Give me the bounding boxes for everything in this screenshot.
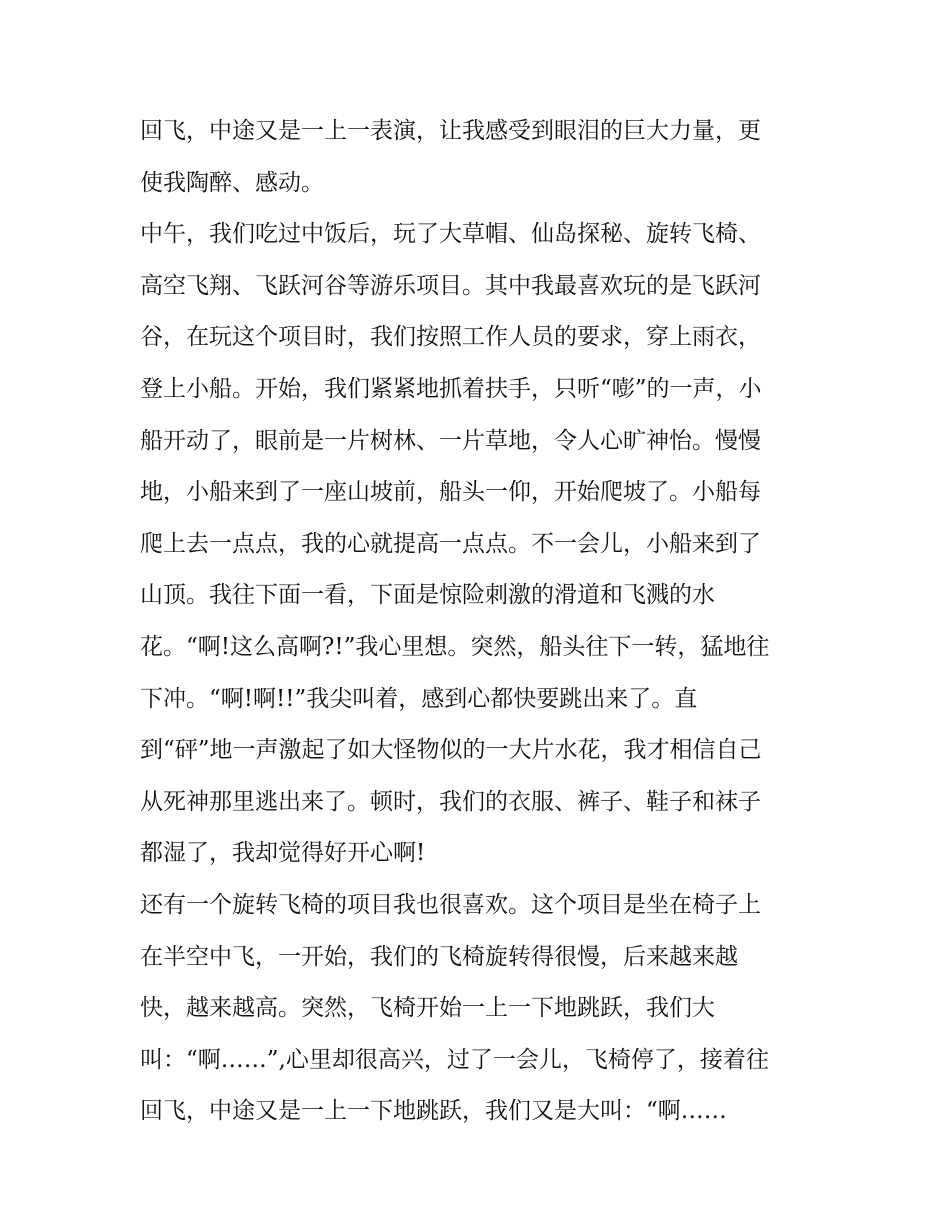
- text-line: 都湿了，我却觉得好开心啊!: [140, 840, 426, 867]
- text-line: 从死神那里逃出来了。顿时，我们的衣服、裤子、鞋子和袜子: [140, 788, 761, 815]
- text-line: 花。“啊!这么高啊?!”我心里想。突然，船头往下一转，猛地往: [140, 633, 770, 660]
- text-line: 船开动了，眼前是一片树林、一片草地，令人心旷神怡。慢慢: [140, 427, 761, 454]
- text-line: 谷，在玩这个项目时，我们按照工作人员的要求，穿上雨衣，: [140, 324, 761, 351]
- text-line: 山顶。我往下面一看，下面是惊险刺激的滑道和飞溅的水: [140, 582, 715, 609]
- text-line: 下冲。“啊!啊!!”我尖叫着，感到心都快要跳出来了。直: [140, 685, 698, 712]
- text-line: 高空飞翔、飞跃河谷等游乐项目。其中我最喜欢玩的是飞跃河: [140, 272, 761, 299]
- text-line: 登上小船。开始，我们紧紧地抓着扶手，只听“嘭”的一声，小: [140, 375, 762, 402]
- text-line: 回飞，中途又是一上一表演，让我感受到眼泪的巨大力量，更: [140, 118, 761, 144]
- text-line: 回飞，中途又是一上一下地跳跃，我们又是大叫：“啊……: [140, 1098, 727, 1125]
- text-line: 爬上去一点点，我的心就提高一点点。不一会儿，小船来到了: [140, 530, 761, 557]
- text-line: 地，小船来到了一座山坡前，船头一仰，开始爬坡了。小船每: [140, 479, 761, 506]
- body-text: [140, 108, 820, 1140]
- text-line: 中午，我们吃过中饭后，玩了大草帽、仙岛探秘、旋转飞椅、: [140, 221, 761, 248]
- text-line: 还有一个旋转飞椅的项目我也很喜欢。这个项目是坐在椅子上: [140, 891, 761, 918]
- text-line: 快，越来越高。突然，飞椅开始一上一下地跳跃，我们大: [140, 995, 715, 1022]
- text-line: 使我陶醉、感动。: [140, 169, 324, 196]
- text-line: 到“砰”地一声激起了如大怪物似的一大片水花，我才相信自己: [140, 737, 762, 764]
- text-line: 在半空中飞，一开始，我们的飞椅旋转得很慢，后来越来越: [140, 943, 738, 970]
- text-line: 叫：“啊……”,心里却很高兴，过了一会儿，飞椅停了，接着往: [140, 1046, 769, 1073]
